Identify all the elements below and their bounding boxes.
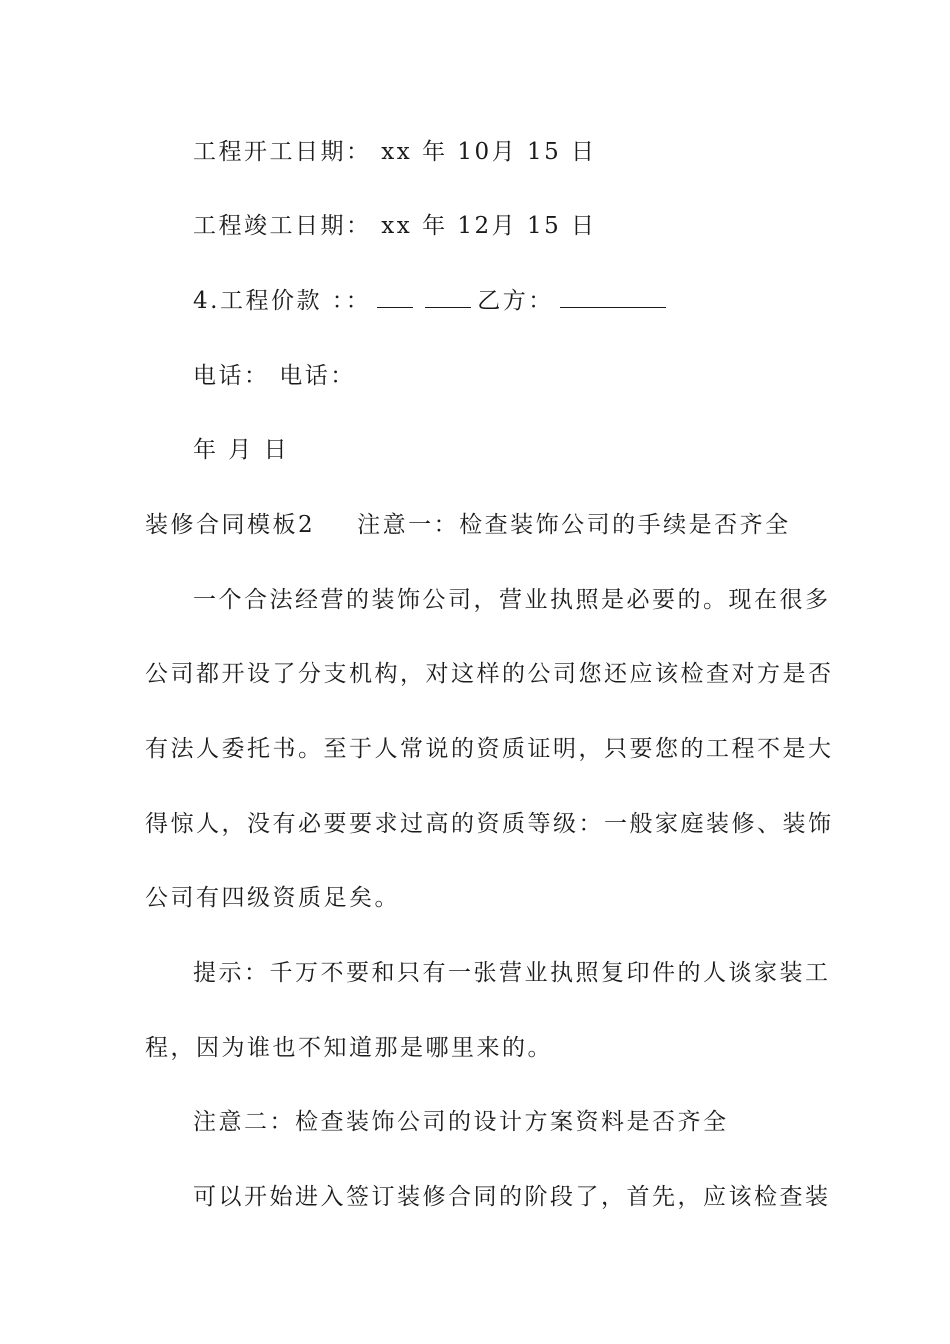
phone-line: 电话： 电话： [193, 363, 356, 389]
price-label: 4.工程价款 ：： [193, 288, 372, 314]
end-date-label: 工程竣工日期： [193, 213, 372, 239]
para1-line-4: 得惊人，没有必要要求过高的资质等级：一般家庭装修、装饰 [145, 811, 834, 837]
para1-line-1: 一个合法经营的装饰公司，营业执照是必要的。现在很多 [193, 587, 831, 613]
tip-line-1: 提示：千万不要和只有一张营业执照复印件的人谈家装工 [193, 960, 831, 986]
start-date-value: xx 年 10月 15 日 [371, 139, 597, 165]
note2-title: 注意二：检查装饰公司的设计方案资料是否齐全 [193, 1109, 729, 1135]
date-line: 年 月 日 [193, 437, 290, 463]
section-heading: 装修合同模板2 [145, 512, 316, 538]
price-blank-1 [377, 287, 413, 308]
para2-line-1: 可以开始进入签订装修合同的阶段了，首先，应该检查装 [193, 1184, 831, 1210]
party-b-blank [560, 287, 666, 308]
para1-line-5: 公司有四级资质足矣。 [145, 885, 400, 911]
para1-line-2: 公司都开设了分支机构，对这样的公司您还应该检查对方是否 [145, 661, 834, 687]
end-date-value: xx 年 12月 15 日 [371, 213, 597, 239]
price-blank-2 [425, 287, 471, 308]
price-line [193, 286, 672, 316]
party-b-label: 乙方： [477, 288, 554, 314]
tip-line-2: 程，因为谁也不知道那是哪里来的。 [145, 1035, 553, 1061]
para1-line-3: 有法人委托书。至于人常说的资质证明，只要您的工程不是大 [145, 736, 834, 762]
section-heading-line [145, 510, 791, 540]
end-date-line [193, 211, 597, 241]
start-date-line [193, 137, 597, 167]
note1-title: 注意一：检查装饰公司的手续是否齐全 [357, 512, 791, 538]
start-date-label: 工程开工日期： [193, 139, 372, 165]
